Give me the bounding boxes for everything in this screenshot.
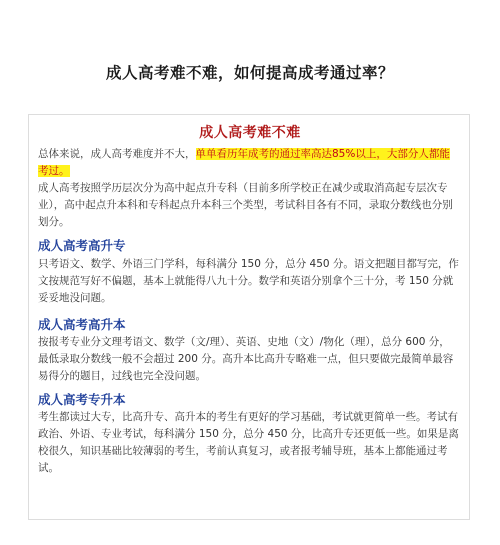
- section-body-zhuanshengben: 考生都读过大专，比高升专、高升本的考生有更好的学习基础，考试就更简单一些。考试有政治、外语、专业考试，每科满分 150 分，总分 450 分，比高升专还更低一些。如果是离校很久，知识基础比较薄弱的考生，考前认真复习，或者报考辅导班，基本上都能通过考试。: [38, 411, 459, 474]
- section-body-gaoshengzhuan: 只考语文、数学、外语三门学科，每科满分 150 分，总分 450 分。语文把题目都写完，作文按规范写好不偏题，基本上就能得八九十分。数学和英语分别拿个三十分，考 150 分就妥妥地没问题。: [38, 258, 459, 304]
- intro-paragraph: [38, 146, 460, 180]
- section-title-gaoshengben: 成人高考高升本: [38, 317, 126, 332]
- intro-paragraph-2: 成人高考按照学历层次分为高中起点升专科（目前多所学校正在减少或取消高起专层次专业），高中起点升本科和专科起点升本科三个类型，考试科目各有不同，录取分数线也分别划分。: [38, 182, 453, 228]
- section-title-gaoshengzhuan: 成人高考高升专: [38, 238, 126, 253]
- card-heading: 成人高考难不难: [199, 125, 301, 141]
- intro-prefix: 总体来说，成人高考难度并不大，: [38, 148, 196, 160]
- page-title: 成人高考难不难，如何提高成考通过率？: [105, 63, 394, 82]
- section-body-gaoshengben: 按报考专业分文理考语文、数学（文/理）、英语、史地（文）/物化（理），总分 600 分，最低录取分数线一般不会超过 200 分。高升本比高升专略难一点，但只要做完最简单最容易得分的题目，过线也完全没问题。: [38, 336, 454, 382]
- intro-highlight: 单单看历年成考的通过率高达85%以上，大部分人都能考过。: [38, 148, 450, 177]
- section-title-zhuanshengben: 成人高考专升本: [38, 392, 126, 407]
